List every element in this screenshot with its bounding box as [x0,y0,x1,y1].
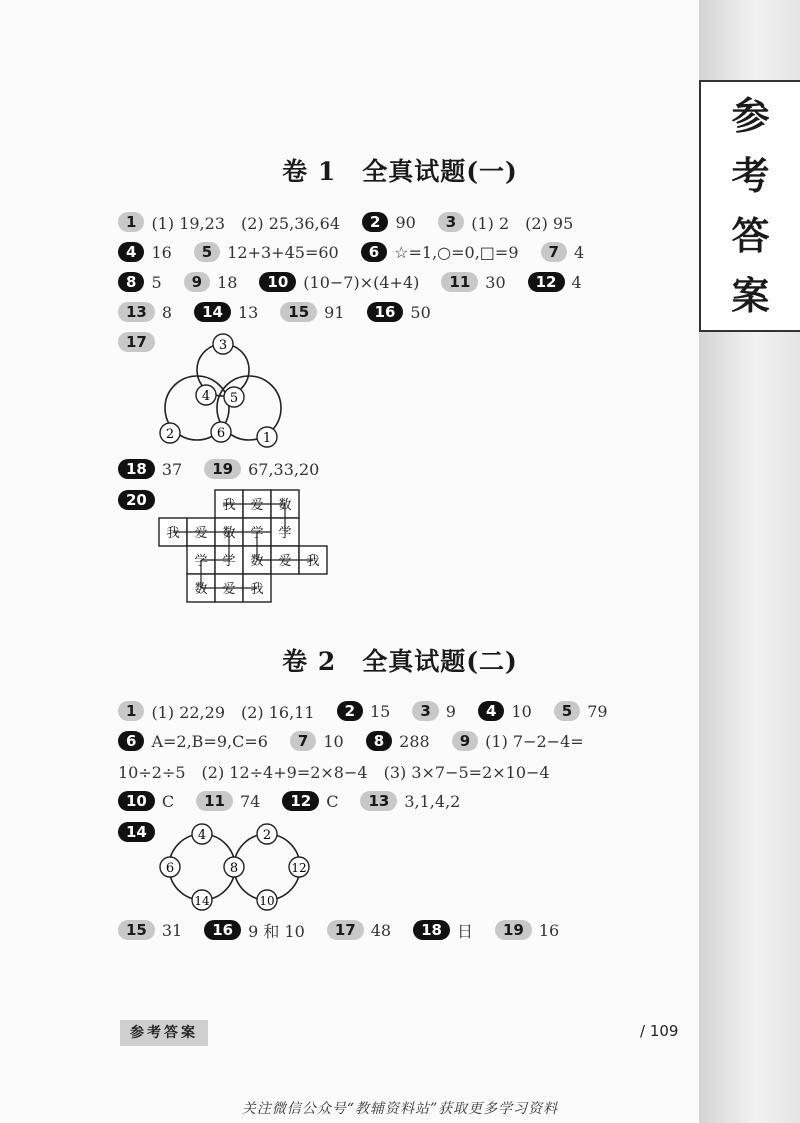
grid-char: 我 [306,554,320,569]
answers-footer-label: 参考答案 [120,1020,208,1046]
question-number-badge: 5 [194,242,220,262]
answer-text: A=2,B=9,C=6 [151,731,268,751]
question-number-badge: 2 [362,212,388,232]
answer-row [118,210,595,234]
grid-char: 学 [250,526,264,541]
answer-text: 90 [395,212,416,232]
question-number-badge: 7 [541,242,567,262]
grid-char: 学 [222,554,236,569]
side-char: 考 [731,154,770,198]
question-number-badge: 6 [118,731,144,751]
question-number-badge: 17 [327,920,364,940]
node-circle [289,857,309,877]
answer-row [118,270,604,294]
question-number-badge: 15 [280,302,317,322]
answer-text: C [161,791,175,811]
q14-circle-diagram [150,818,320,918]
q17-circle-diagram [150,330,290,455]
answer-text: 16 [538,920,560,940]
grid-char: 我 [222,498,236,513]
question-number-badge: 8 [366,731,392,751]
answer-text: 31 [161,920,183,940]
grid-char: 数 [194,582,208,597]
question-number-badge: 8 [118,272,144,292]
question-number-badge: 4 [478,701,504,721]
grid-char: 学 [194,554,208,569]
question-number-badge: 7 [290,731,316,751]
side-char: 参 [731,94,770,138]
answer-row [118,729,606,753]
node-label: 2 [165,427,175,442]
answer-text: 4 [571,272,582,292]
node-circle [257,890,277,910]
answer-text: 8 [161,302,173,322]
answer-text: 288 [399,731,430,751]
answer-text: (1) 22,29 (2) 16,11 [151,702,315,722]
question-number-badge: 1 [118,212,144,232]
grid-char: 爱 [250,498,264,513]
question-number-badge: 12 [282,791,319,811]
answer-text: 5 [151,272,162,292]
grid-char: 爱 [278,554,292,569]
page-number: / 109 [640,1022,679,1040]
answer-text: 10 [323,731,344,751]
answer-row [118,699,630,723]
node-circle [211,422,231,442]
question-number-badge: 13 [360,791,397,811]
node-label: 8 [229,861,239,876]
answer-text: 16 [151,242,172,262]
question-number-badge: 5 [554,701,580,721]
answer-row [118,300,453,324]
question-number-badge: 16 [367,302,404,322]
question-number-badge: 11 [441,272,478,292]
node-circle [160,857,180,877]
answer-continuation: 10÷2÷5 (2) 12÷4+9=2×8−4 (3) 3×7−5=2×10−4 [118,762,550,782]
question-number-badge: 1 [118,701,144,721]
node-label: 5 [229,391,239,406]
question-number-badge: 10 [259,272,296,292]
question-number-badge: 2 [337,701,363,721]
node-circle [192,890,212,910]
node-label: 6 [216,426,226,441]
q20-word-grid [155,488,335,606]
node-label: 4 [197,828,207,843]
q14-nodes [160,824,309,910]
answer-text: 30 [485,272,506,292]
question-number-badge: 18 [118,459,155,479]
question-number-badge: 6 [361,242,387,262]
answer-text: ☆=1,○=0,□=9 [394,242,519,262]
answer-row [118,240,606,264]
answer-text: 3,1,4,2 [404,791,461,811]
node-label: 12 [291,861,307,875]
answer-text: 10 [511,701,532,721]
section-title-1: 卷 1 全真试题(一) [282,157,518,186]
side-tab-label [699,80,800,332]
question-number-badge: 9 [452,731,478,751]
node-circle [224,387,244,407]
q17-nodes [160,334,277,447]
question-number-badge: 15 [118,920,155,940]
question-number-badge: 19 [204,459,241,479]
node-circle [224,857,244,877]
answer-text: 48 [370,920,392,940]
answer-row [118,789,482,813]
node-label: 14 [194,894,210,908]
node-circle [160,423,180,443]
question-number-badge: 3 [438,212,464,232]
question-number-badge: 3 [412,701,438,721]
answer-text: 91 [324,302,345,322]
grid-char: 爱 [222,582,236,597]
answer-row [118,457,341,481]
question-number-badge: 10 [118,791,155,811]
section-title-2: 卷 2 全真试题(二) [282,647,518,676]
answer-text: 9 和 10 [248,921,305,941]
answer-row [118,918,581,942]
grid-char: 爱 [194,526,208,541]
answer-text: 13 [237,302,259,322]
answer-text: (10−7)×(4+4) [303,272,420,292]
answer-text: 日 [456,921,473,941]
answer-text: (1) 7−2−4= [485,731,584,751]
answer-text: 4 [573,242,585,262]
node-circle [196,385,216,405]
side-char: 案 [731,274,770,318]
node-circle [213,334,233,354]
question-number-badge: 17 [118,332,155,352]
question-number-badge: 13 [118,302,155,322]
answer-text: 18 [217,272,238,292]
answer-text: 12+3+45=60 [227,242,339,262]
question-number-badge: 9 [184,272,210,292]
answer-text: (1) 19,23 (2) 25,36,64 [151,213,340,233]
node-circle [192,824,212,844]
answer-text: 15 [370,701,391,721]
grid-char: 数 [278,498,292,513]
answer-text: 67,33,20 [248,459,320,479]
node-label: 4 [201,389,211,404]
node-label: 1 [262,431,272,446]
question-number-badge: 20 [118,490,155,510]
footer-note: 关注微信公众号“教辅资料站”获取更多学习资料 [241,1101,559,1117]
answer-text: 79 [587,701,608,721]
node-label: 10 [259,894,275,908]
grid-char: 我 [250,582,264,597]
node-label: 3 [218,338,228,353]
grid-char: 数 [250,554,264,569]
question-number-badge: 12 [528,272,565,292]
answer-text: (1) 2 (2) 95 [471,213,574,233]
grid-char: 我 [166,526,180,541]
question-number-badge: 16 [204,920,241,940]
answer-text: 50 [410,302,431,322]
answer-text: 9 [445,701,456,721]
grid-char: 学 [278,526,292,541]
answer-text: 37 [161,459,183,479]
node-label: 2 [262,828,272,843]
question-number-badge: 4 [118,242,144,262]
node-circle [257,427,277,447]
question-number-badge: 14 [194,302,231,322]
node-label: 6 [165,861,175,876]
answer-text: C [326,791,339,811]
side-char: 答 [731,214,770,258]
question-number-badge: 11 [196,791,233,811]
grid-char: 数 [222,526,236,541]
question-number-badge: 19 [495,920,532,940]
node-circle [257,824,277,844]
question-number-badge: 14 [118,822,155,842]
question-number-badge: 18 [413,920,450,940]
answer-text: 74 [240,791,261,811]
